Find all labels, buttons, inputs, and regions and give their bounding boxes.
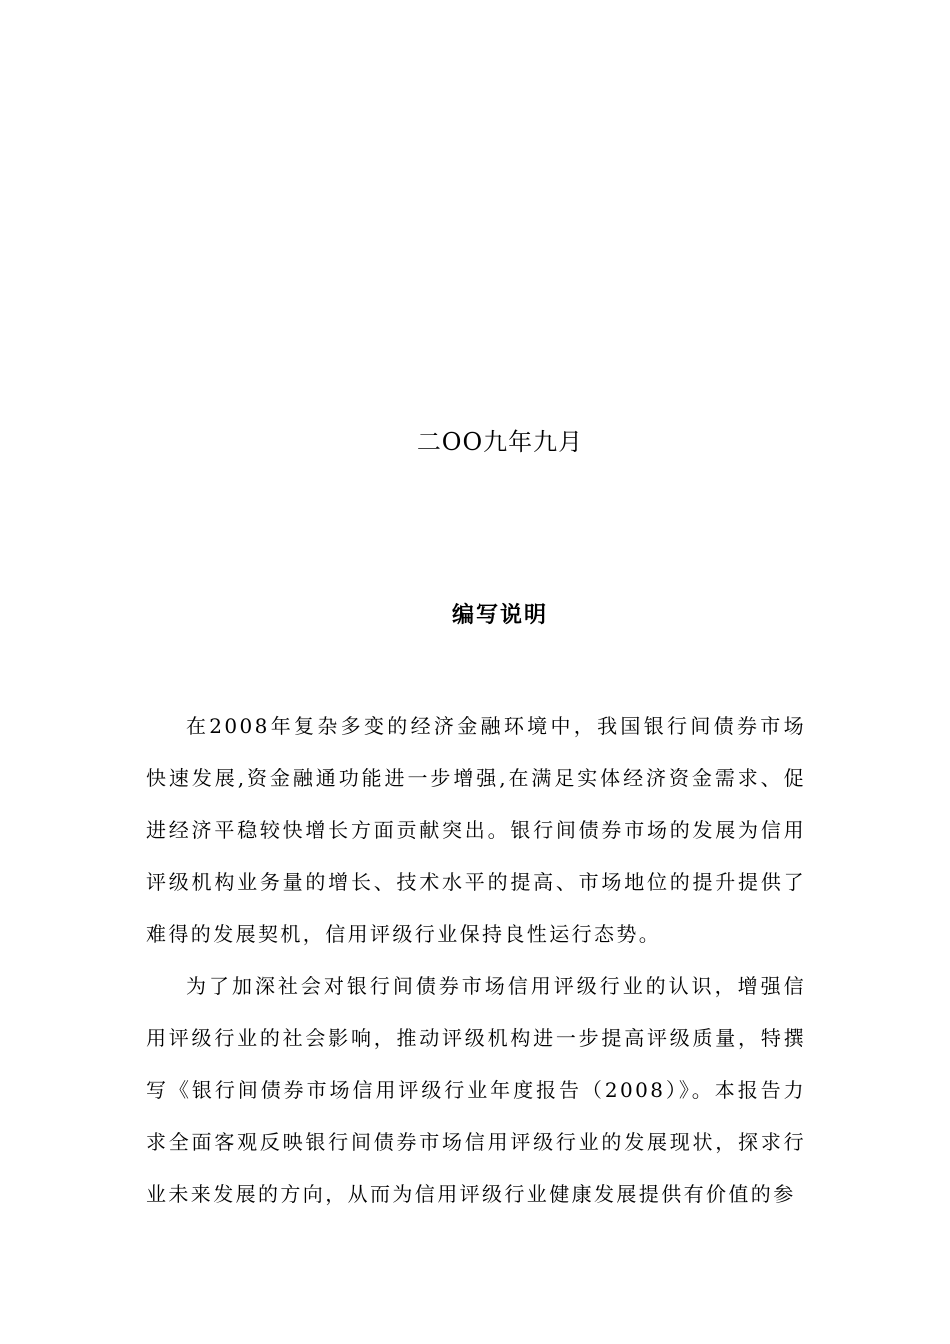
section-title: 编写说明: [451, 602, 548, 628]
document-date: 二OO九年九月: [416, 428, 584, 456]
body-text: [146, 700, 806, 1220]
paragraph-2: 为了加深社会对银行间债券市场信用评级行业的认识，增强信用评级行业的社会影响，推动评级机构进一步提高评级质量，特撰写《银行间债券市场信用评级行业年度报告（2008）》。本报告力求全面客观反映银行间债券市场信用评级行业的发展现状，探求行业未来发展的方向，从而为信用评级行业健康发展提供有价值的参: [146, 974, 806, 1206]
paragraph-1: 在2008年复杂多变的经济金融环境中，我国银行间债券市场快速发展,资金融通功能进一步增强,在满足实体经济资金需求、促进经济平稳较快增长方面贡献突出。银行间债券市场的发展为信用评级机构业务量的增长、技术水平的提高、市场地位的提升提供了难得的发展契机，信用评级行业保持良性运行态势。: [146, 714, 806, 946]
